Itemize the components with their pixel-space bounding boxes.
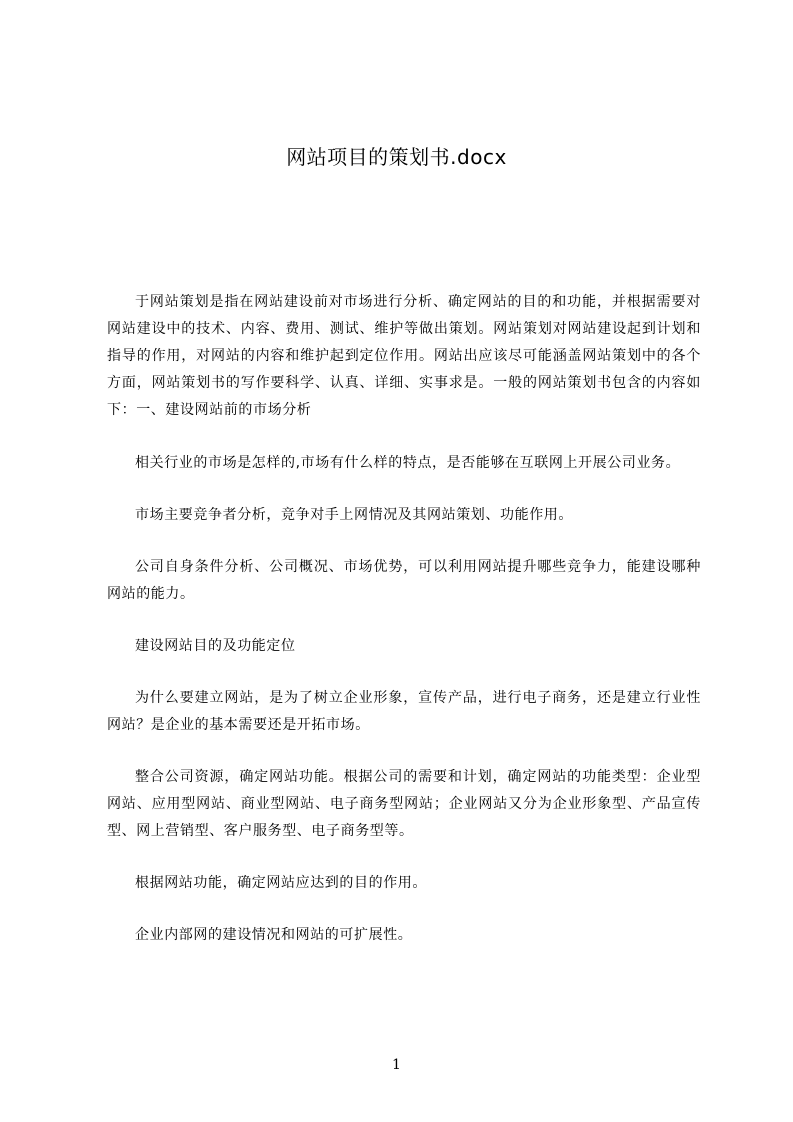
page-number: 1: [392, 1057, 401, 1073]
paragraph-industry-market: 相关行业的市场是怎样的,市场有什么样的特点，是否能够在互联网上开展公司业务。: [135, 455, 681, 471]
paragraph-company-analysis: 公司自身条件分析、公司概况、市场优势，可以利用网站提升哪些竞争力，能建设哪种网站的能力。: [107, 559, 701, 602]
paragraph-competitor-analysis: 市场主要竞争者分析，竞争对手上网情况及其网站策划、功能作用。: [135, 507, 573, 523]
document-body: [107, 289, 701, 974]
paragraph-resource-integration: 整合公司资源，确定网站功能。根据公司的需要和计划，确定网站的功能类型：企业型网站、应用型网站、商业型网站、电子商务型网站；企业网站又分为企业形象型、产品宣传型、网上营销型、客户服务型、电子商务型等。: [107, 769, 701, 839]
document-title: 网站项目的策划书.docx: [286, 145, 507, 169]
paragraph-intranet: 企业内部网的建设情况和网站的可扩展性。: [135, 927, 413, 943]
paragraph-intro: 于网站策划是指在网站建设前对市场进行分析、确定网站的目的和功能，并根据需要对网站建设中的技术、内容、费用、测试、维护等做出策划。网站策划对网站建设起到计划和指导的作用，对网站的内容和维护起到定位作用。网站出应该尽可能涵盖网站策划中的各个方面，网站策划书的写作要科学、认真、详细、实事求是。一般的网站策划书包含的内容如下：一、建设网站前的市场分析: [107, 294, 701, 418]
paragraph-goals: 根据网站功能，确定网站应达到的目的作用。: [135, 875, 427, 891]
paragraph-section-heading: 建设网站目的及功能定位: [135, 638, 296, 654]
paragraph-purpose: 为什么要建立网站，是为了树立企业形象，宣传产品，进行电子商务，还是建立行业性网站？是企业的基本需要还是开拓市场。: [107, 690, 701, 733]
